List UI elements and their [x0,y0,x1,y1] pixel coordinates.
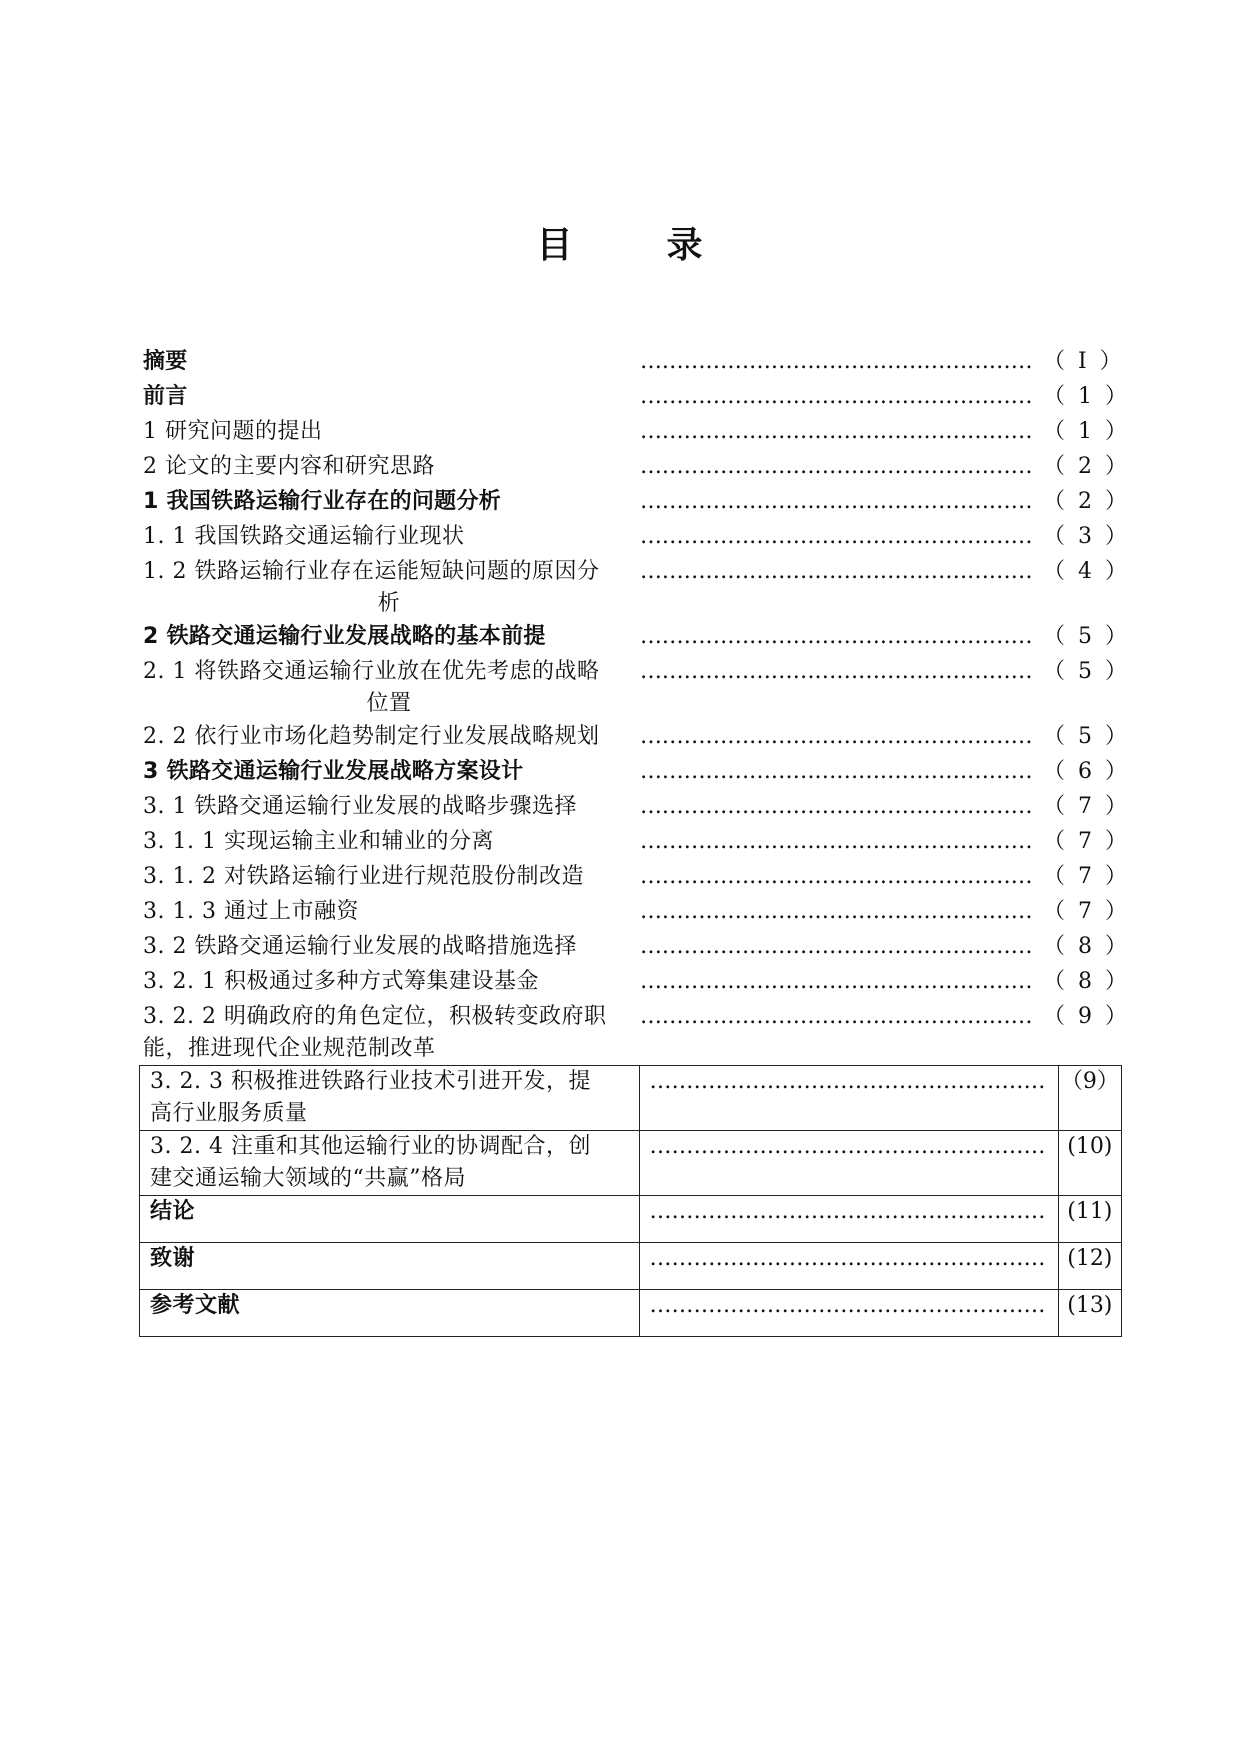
toc-entry-label: 3. 1. 3 通过上市融资 [143,899,359,924]
toc-table-page-cell: （9） [1058,1066,1121,1131]
toc-entry-label: 1 研究问题的提出 [143,419,323,444]
toc-entry-label: 3. 2. 1 积极通过多种方式筹集建设基金 [143,969,539,994]
title-char-1: 目 [536,225,575,266]
toc-entry-label-line2: 能，推进现代企业规范制改革 [143,1036,436,1061]
toc-page-number: （ 7 ） [1043,829,1130,854]
toc-table-dots-cell: ……………………………………………… [639,1131,1058,1196]
toc-page-number: （ 1 ） [1043,419,1130,444]
toc-entry-label-line1: 3. 2. 4 注重和其他运输行业的协调配合，创 [150,1134,591,1159]
toc-leader-dots: ……………………………………………… [640,1004,1033,1029]
toc-table-dots-cell: ……………………………………………… [639,1196,1058,1243]
toc-leader-dots: ……………………………………………… [640,419,1033,444]
toc-entry-label: 3. 1. 1 实现运输主业和辅业的分离 [143,829,494,854]
toc-table-page-cell: (10) [1058,1131,1121,1196]
toc-entry-label: 3 铁路交通运输行业发展战略方案设计 [143,759,524,784]
toc-table-row-conclusion[interactable] [140,1196,1122,1243]
toc-entry-label-line1: 1. 2 铁路运输行业存在运能短缺问题的原因分 [143,559,600,584]
toc-entry-label: 2 铁路交通运输行业发展战略的基本前提 [143,624,546,649]
toc-table-dots-cell: ……………………………………………… [639,1066,1058,1131]
toc-page-number: （ 4 ） [1043,559,1130,584]
toc-entry-label [143,556,635,620]
toc-page-number: （ 9 ） [1043,1004,1130,1029]
toc-page-number: （ 7 ） [1043,794,1130,819]
toc-entry-label: 1 我国铁路运输行业存在的问题分析 [143,489,502,514]
toc-leader-dots: ……………………………………………… [640,524,1033,549]
toc-entry-label: 2 论文的主要内容和研究思路 [143,454,435,479]
toc-leader-dots: ……………………………………………… [640,759,1033,784]
toc-table-dots-cell: ……………………………………………… [639,1290,1058,1337]
toc-entry-label: 3. 1. 2 对铁路运输行业进行规范股份制改造 [143,864,584,889]
toc-entry-label: 前言 [143,384,188,409]
toc-entry-label-line1: 3. 2. 3 积极推进铁路行业技术引进开发，提 [150,1069,591,1094]
toc-page-number: （ 1 ） [1043,384,1130,409]
toc-entry-label: 1. 1 我国铁路交通运输行业现状 [143,524,465,549]
toc-table-page-cell: (12) [1058,1243,1121,1290]
toc-entry-label [143,1001,635,1065]
toc-leader-dots: ……………………………………………… [640,829,1033,854]
toc-page-number: （ 7 ） [1043,864,1130,889]
toc-page-number: （ 2 ） [1043,454,1130,479]
toc-leader-dots: ……………………………………………… [640,899,1033,924]
toc-page-number: （ 5 ） [1043,659,1130,684]
toc-leader-dots: ……………………………………………… [640,659,1033,684]
toc-page-number: （ 8 ） [1043,934,1130,959]
toc-leader-dots: ……………………………………………… [640,559,1033,584]
toc-table-label-cell: 结论 [140,1196,640,1243]
toc-table-label-cell [140,1131,640,1196]
toc-entry-label-line2: 位置 [366,691,412,716]
toc-entry-label-line1: 2. 1 将铁路交通运输行业放在优先考虑的战略 [143,659,600,684]
toc-leader-dots: ……………………………………………… [640,864,1033,889]
toc-table-label-cell [140,1066,640,1131]
toc-table-row-acknowledgement[interactable] [140,1243,1122,1290]
toc-table-label-cell: 参考文献 [140,1290,640,1337]
toc-leader-dots: ……………………………………………… [640,489,1033,514]
toc-entry-label [143,656,635,720]
toc-table-dots-cell: ……………………………………………… [639,1243,1058,1290]
toc-table-label-cell: 致谢 [140,1243,640,1290]
toc-leader-dots: ……………………………………………… [640,934,1033,959]
toc-table-row-references[interactable] [140,1290,1122,1337]
toc-entry-label: 摘要 [143,349,188,374]
toc-entry-label: 3. 2 铁路交通运输行业发展的战略措施选择 [143,934,577,959]
toc-entry-label-line2: 建交通运输大领域的“共赢”格局 [150,1166,466,1191]
toc-entry-label-line1: 3. 2. 2 明确政府的角色定位，积极转变政府职 [143,1004,607,1029]
toc-page-number: （ 7 ） [1043,899,1130,924]
toc-leader-dots: ……………………………………………… [640,794,1033,819]
toc-page-number: （ 2 ） [1043,489,1130,514]
toc-boxed-table [139,1065,1122,1337]
toc-page-number: （ 5 ） [1043,724,1130,749]
toc-table-page-cell: (11) [1058,1196,1121,1243]
toc-entry-label: 2. 2 依行业市场化趋势制定行业发展战略规划 [143,724,600,749]
toc-table-row-3-2-4[interactable] [140,1131,1122,1196]
toc-table-page-cell: (13) [1058,1290,1121,1337]
toc-leader-dots: ……………………………………………… [640,349,1033,374]
toc-page-number: （ Ⅰ ） [1043,349,1125,374]
toc-leader-dots: ……………………………………………… [640,384,1033,409]
toc-leader-dots: ……………………………………………… [640,969,1033,994]
toc-page-number: （ 5 ） [1043,624,1130,649]
toc-entry-label: 3. 1 铁路交通运输行业发展的战略步骤选择 [143,794,577,819]
toc-leader-dots: ……………………………………………… [640,724,1033,749]
toc-page-number: （ 6 ） [1043,759,1130,784]
toc-leader-dots: ……………………………………………… [640,624,1033,649]
title-char-2: 录 [666,225,705,266]
toc-table-row-3-2-3[interactable] [140,1066,1122,1131]
toc-page-number: （ 8 ） [1043,969,1130,994]
toc-leader-dots: ……………………………………………… [640,454,1033,479]
toc-entry-label-line2: 高行业服务质量 [150,1101,308,1126]
toc-page-number: （ 3 ） [1043,524,1130,549]
toc-entry-label-line2: 析 [377,591,401,616]
